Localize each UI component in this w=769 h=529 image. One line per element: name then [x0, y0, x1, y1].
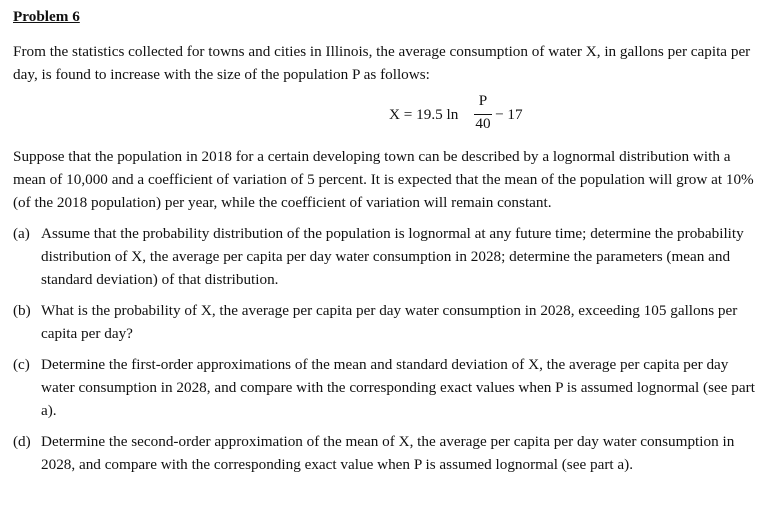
- problem-title: Problem 6: [13, 8, 80, 25]
- scenario-paragraph: Suppose that the population in 2018 for a certain developing town can be described by a lognormal distribution with a mean of 10,000 and a coefficient of variation of 5 percent. It is expected that the mean of the population will grow at 10% (of the 2018 population) per year, while the coefficient of variation will remain constant.: [13, 148, 754, 211]
- equation-lhs: X = 19.5 ln: [389, 106, 459, 123]
- equation-rhs: − 17: [495, 106, 523, 123]
- part-b: [13, 299, 758, 345]
- part-c: [13, 353, 758, 422]
- part-a-text: Assume that the probability distribution of the population is lognormal at any future time; determine the probability distribution of X, the average per capita per day water consumption in 2028; determine the parameters (mean and standard deviation) of that distribution.: [41, 225, 744, 288]
- part-d-label: (d): [13, 433, 31, 450]
- part-a-label: (a): [13, 225, 30, 242]
- part-d-text: Determine the second-order approximation of the mean of X, the average per capita per day water consumption in 2028, and compare with the corresponding exact value when P is assumed lognormal (see part a).: [41, 433, 735, 473]
- part-b-label: (b): [13, 302, 31, 319]
- intro-paragraph: From the statistics collected for towns and cities in Illinois, the average consumption of water X, in gallons per capita per day, is found to increase with the size of the population P as follows:: [13, 43, 751, 83]
- problem-document: [13, 6, 758, 476]
- equation-fraction: [473, 93, 493, 137]
- equation-denominator: 40: [475, 115, 491, 132]
- part-b-text: What is the probability of X, the average per capita per day water consumption in 2028, exceeding 105 gallons per capita per day?: [41, 302, 738, 342]
- part-c-label: (c): [13, 356, 30, 373]
- water-consumption-equation: [13, 93, 758, 137]
- part-a: [13, 222, 758, 291]
- equation-numerator: P: [478, 92, 488, 109]
- part-d: [13, 430, 758, 476]
- part-c-text: Determine the first-order approximations of the mean and standard deviation of X, the average per capita per day water consumption in 2028, and compare with the corresponding exact values when P is assumed lognormal (see part a).: [41, 356, 755, 419]
